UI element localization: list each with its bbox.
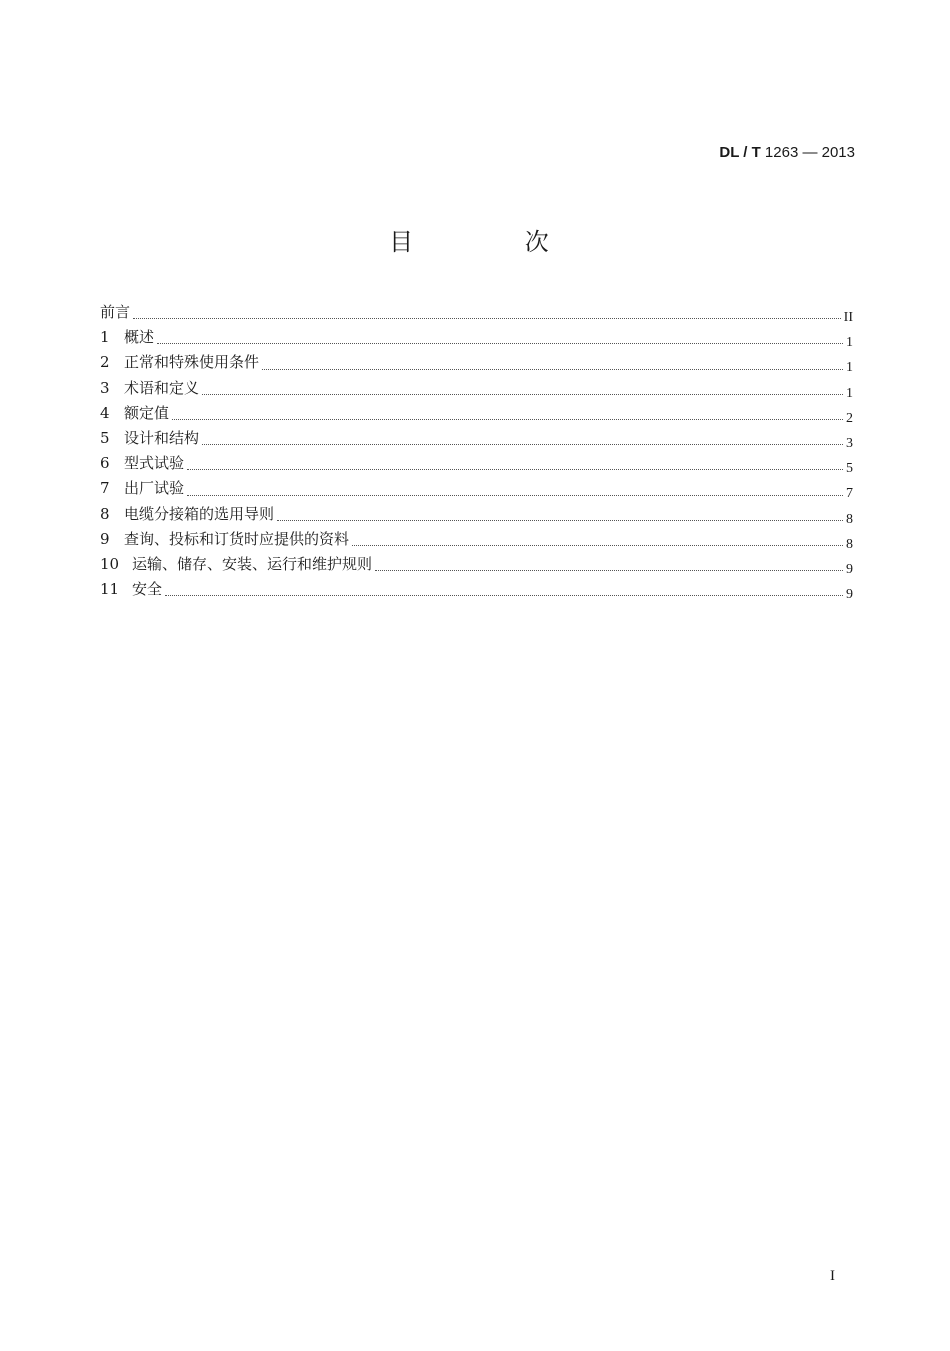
leader-dots [157, 343, 843, 344]
toc-entry-title: 电缆分接箱的选用导则 [124, 504, 275, 523]
toc-entry-title: 查询、投标和订货时应提供的资料 [124, 529, 350, 548]
toc-entry-title: 前言 [100, 303, 131, 321]
leader-dots [262, 369, 843, 370]
table-of-contents [100, 300, 853, 602]
toc-entry-number: 4 [100, 403, 110, 422]
toc-entry-4[interactable] [100, 401, 853, 426]
toc-entry-number: 8 [100, 504, 110, 523]
leader-dots [202, 444, 843, 445]
toc-entry-number: 2 [100, 353, 110, 372]
toc-entry-page: 3 [846, 435, 853, 451]
toc-entry-page: 1 [846, 385, 853, 401]
toc-entry-title: 型式试验 [124, 454, 185, 473]
toc-entry-page: II [843, 310, 853, 325]
toc-entry-number: 5 [100, 428, 110, 447]
toc-entry-number: 1 [100, 328, 110, 347]
page-title: 目 次 [389, 228, 601, 256]
toc-entry-preface[interactable] [100, 300, 853, 325]
toc-entry-7[interactable] [100, 476, 853, 501]
toc-entry-title: 安全 [132, 580, 163, 599]
toc-entry-9[interactable] [100, 527, 853, 552]
toc-entry-title: 设计和结构 [124, 428, 200, 447]
toc-entry-number: 3 [100, 378, 110, 397]
toc-entry-5[interactable] [100, 426, 853, 451]
toc-entry-number: 6 [100, 454, 110, 473]
leader-dots [187, 495, 843, 496]
toc-entry-title: 概述 [124, 328, 155, 347]
toc-entry-number: 7 [100, 479, 110, 498]
leader-dots [202, 394, 843, 395]
page-number: I [830, 1268, 835, 1284]
toc-entry-1[interactable] [100, 325, 853, 350]
toc-entry-page: 1 [846, 335, 853, 351]
toc-entry-page: 8 [846, 511, 853, 527]
toc-entry-8[interactable] [100, 502, 853, 527]
toc-entry-6[interactable] [100, 451, 853, 476]
toc-entry-10[interactable] [100, 552, 853, 577]
toc-entry-2[interactable] [100, 350, 853, 375]
leader-dots [352, 545, 843, 546]
toc-entry-page: 2 [846, 410, 853, 426]
leader-dots [172, 419, 843, 420]
leader-dots [187, 469, 843, 470]
toc-entry-number: 11 [100, 580, 120, 599]
standard-code [719, 144, 855, 161]
toc-entry-page: 5 [846, 461, 853, 477]
toc-entry-title: 额定值 [124, 403, 170, 422]
leader-dots [277, 520, 843, 521]
toc-entry-page: 9 [846, 587, 853, 603]
toc-entry-page: 8 [846, 536, 853, 552]
toc-entry-title: 术语和定义 [124, 378, 200, 397]
standard-number: 1263 — 2013 [764, 144, 855, 161]
toc-entry-title: 出厂试验 [124, 479, 185, 498]
toc-entry-page: 1 [846, 360, 853, 376]
toc-entry-page: 7 [846, 486, 853, 502]
toc-entry-page: 9 [846, 561, 853, 577]
toc-entry-3[interactable] [100, 376, 853, 401]
toc-entry-number: 10 [100, 554, 120, 573]
toc-entry-11[interactable] [100, 577, 853, 602]
toc-entry-title: 运输、储存、安装、运行和维护规则 [132, 554, 373, 573]
toc-entry-title: 正常和特殊使用条件 [124, 353, 260, 372]
toc-entry-number: 9 [100, 529, 110, 548]
standard-prefix: DL / T [719, 144, 761, 161]
leader-dots [375, 570, 843, 571]
leader-dots [133, 318, 841, 319]
leader-dots [165, 595, 843, 596]
